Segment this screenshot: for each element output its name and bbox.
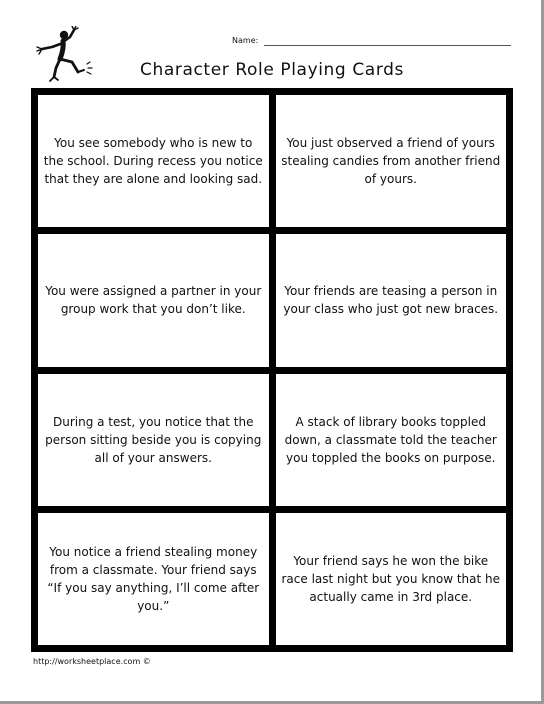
- name-field: [232, 36, 517, 48]
- card-text: During a test, you notice that the person sitting beside you is copying all of your answers.: [45, 414, 262, 465]
- card-text: A stack of library books toppled down, a classmate told the teacher you toppled the books on purpose.: [284, 414, 497, 465]
- role-card: [276, 374, 507, 506]
- role-card: [276, 234, 507, 366]
- footer-copyright: http://worksheetplace.com ©: [33, 657, 151, 666]
- worksheet-title: Character Role Playing Cards: [140, 60, 404, 80]
- card-text: Your friends are teasing a person in your class who just got new braces.: [283, 284, 499, 317]
- role-card: [276, 513, 507, 645]
- role-card: [38, 513, 269, 645]
- role-card: [38, 234, 269, 366]
- role-card: [276, 95, 507, 227]
- name-label: Name:: [232, 36, 259, 45]
- name-line: [264, 45, 511, 46]
- card-text: You see somebody who is new to the school. During recess you notice that they are alone and looking sad.: [43, 136, 263, 187]
- card-grid: [31, 88, 513, 652]
- card-text: You just observed a friend of yours stealing candies from another friend of yours.: [281, 136, 501, 187]
- card-text: You were assigned a partner in your group work that you don’t like.: [45, 284, 262, 317]
- role-card: [38, 374, 269, 506]
- card-text: You notice a friend stealing money from a classmate. Your friend says “If you say anything, I’ll come after you.”: [47, 544, 260, 613]
- role-card: [38, 95, 269, 227]
- card-text: Your friend says he won the bike race last night but you know that he actually came in 3rd place.: [281, 553, 501, 604]
- dancing-stick-figure-icon: [34, 26, 98, 84]
